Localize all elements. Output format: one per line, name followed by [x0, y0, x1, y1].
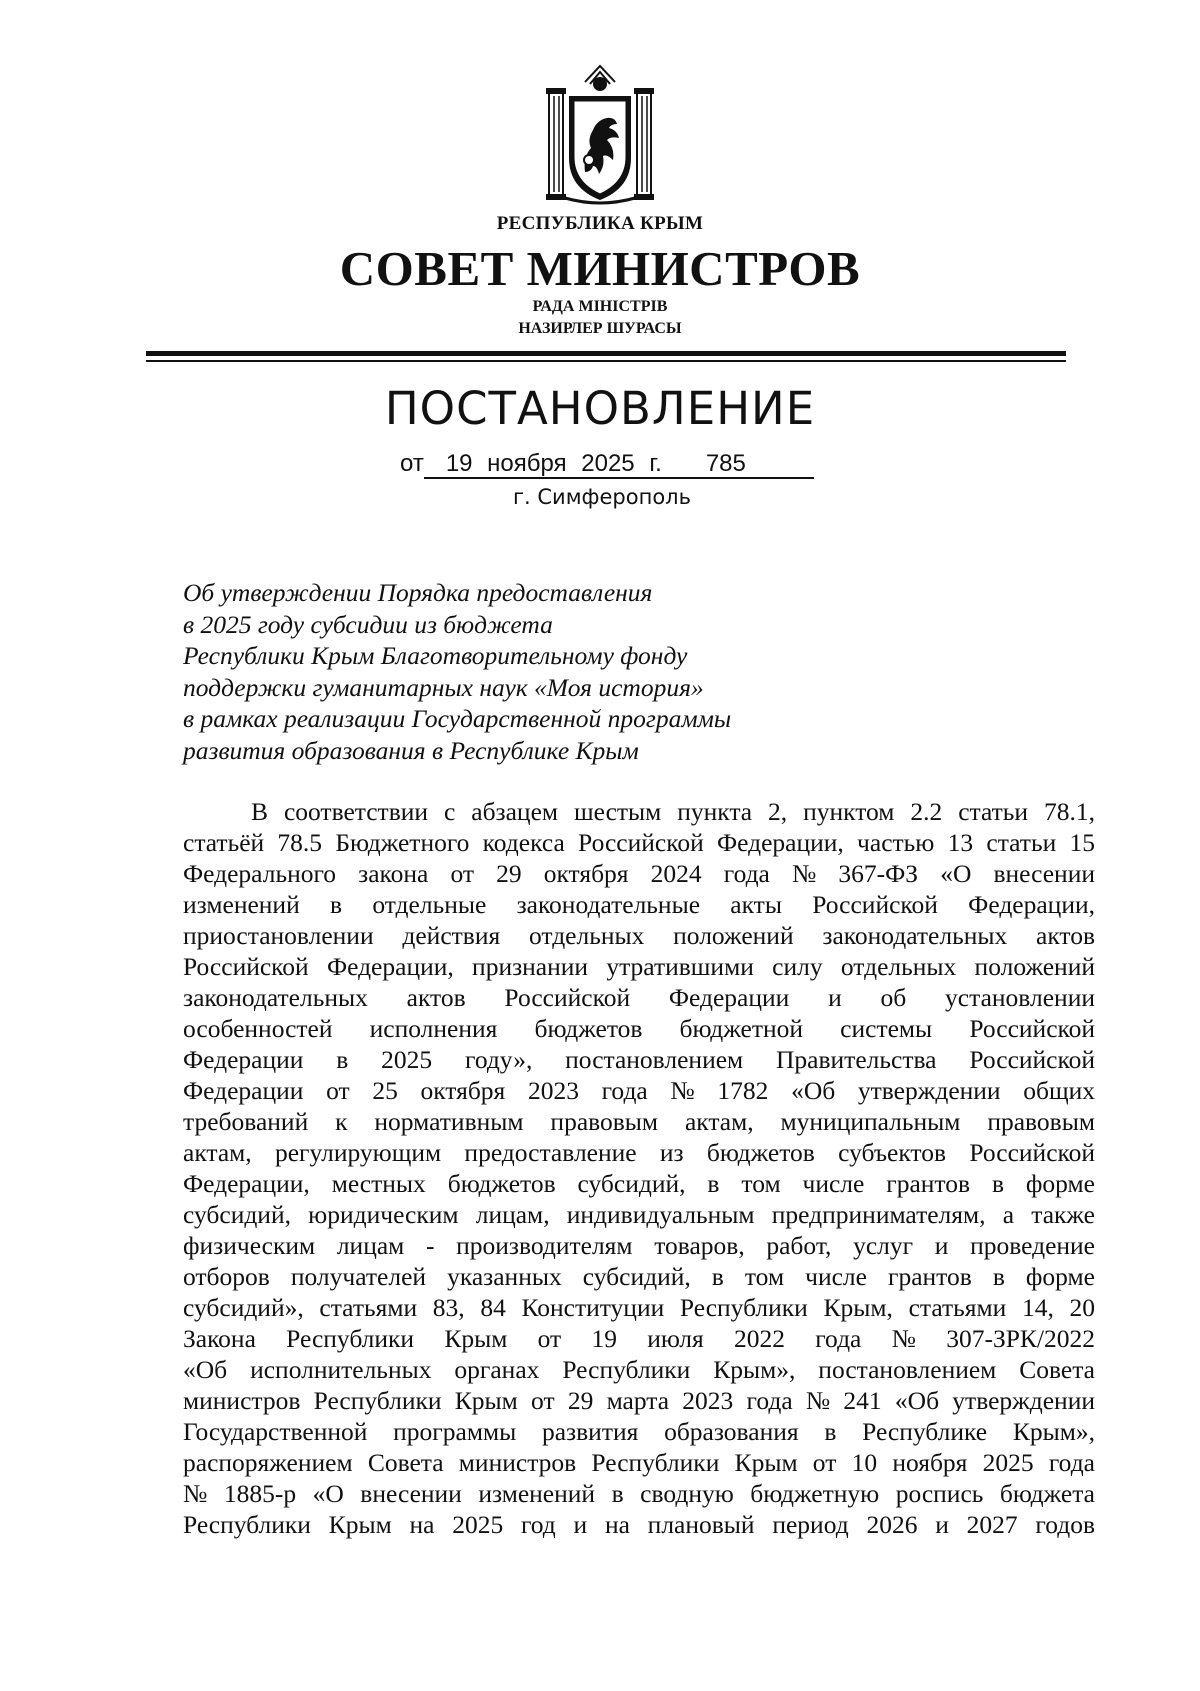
- body-line: субсидий», статьями 83, 84 Конституции Республики Крым, статьями 14, 20: [183, 1293, 1095, 1322]
- council-name-ukrainian: РАДА МІНІСТРІВ: [532, 298, 668, 315]
- body-line: Государственной программы развития образования в Республике Крым»,: [183, 1417, 1095, 1446]
- body-line: Закона Республики Крым от 19 июля 2022 года № 307-ЗРК/2022: [183, 1324, 1095, 1353]
- body-line: Республики Крым на 2025 год и на плановый период 2026 и 2027 годов: [183, 1510, 1095, 1539]
- header-divider-thin: [146, 360, 1066, 362]
- body-line: Федерального закона от 29 октября 2024 года № 367-ФЗ «О внесении: [183, 859, 1095, 888]
- body-line: актам, регулирующим предоставление из бюджетов субъектов Российской: [183, 1138, 1095, 1167]
- decree-number: 785: [705, 450, 746, 477]
- body-line: статьёй 78.5 Бюджетного кодекса Российской Федерации, частью 13 статьи 15: [183, 828, 1095, 857]
- date-prefix: от: [400, 450, 424, 477]
- body-line: субсидий, юридическим лицам, индивидуальным предпринимателям, а также: [183, 1200, 1095, 1229]
- body-line: особенностей исполнения бюджетов бюджетной системы Российской: [183, 1014, 1095, 1043]
- subject-line: Об утверждении Порядка предоставления: [183, 578, 653, 607]
- decree-date: 19 ноября 2025 г.: [445, 450, 662, 477]
- subject-line: развития образования в Республике Крым: [183, 735, 639, 765]
- body-line: требований к нормативным правовым актам, муниципальным правовым: [183, 1107, 1095, 1136]
- body-line: Федерации от 25 октября 2023 года № 1782 «Об утверждении общих: [183, 1076, 1095, 1105]
- body-line: физическим лицам - производителям товаров, работ, услуг и проведение: [183, 1231, 1095, 1260]
- subject-line: в 2025 году субсидии из бюджета: [183, 609, 553, 639]
- body-line: Федерации, местных бюджетов субсидий, в том числе грантов в форме: [183, 1169, 1095, 1198]
- republic-name: РЕСПУБЛИКА КРЫМ: [496, 213, 704, 234]
- decree-city: г. Симферополь: [513, 485, 691, 509]
- body-line: В соответствии с абзацем шестым пункта 2, пунктом 2.2 статьи 78.1,: [251, 797, 1095, 826]
- body-line: отборов получателей указанных субсидий, в том числе грантов в форме: [183, 1262, 1095, 1291]
- body-line: Федерации в 2025 году», постановлением Правительства Российской: [183, 1045, 1095, 1074]
- body-line: министров Республики Крым от 29 марта 2023 года № 241 «Об утверждении: [183, 1386, 1095, 1415]
- subject-line: Республики Крым Благотворительному фонду: [183, 641, 688, 670]
- council-name: СОВЕТ МИНИСТРОВ: [339, 241, 861, 296]
- body-line: Российской Федерации, признании утратившими силу отдельных положений: [183, 952, 1095, 981]
- date-number-field: [424, 451, 814, 479]
- body-line: «Об исполнительных органах Республики Крым», постановлением Совета: [183, 1355, 1095, 1384]
- subject-line: поддержки гуманитарных наук «Моя история»: [183, 672, 704, 702]
- body-line: распоряжением Совета министров Республики Крым от 10 ноября 2025 года: [183, 1448, 1095, 1477]
- header-divider-thick: [146, 351, 1066, 356]
- coat-of-arms-emblem: [545, 62, 655, 207]
- body-line: законодательных актов Российской Федерации и об установлении: [183, 983, 1095, 1012]
- subject-line: в рамках реализации Государственной программы: [183, 704, 732, 733]
- body-line: изменений в отдельные законодательные акты Российской Федерации,: [183, 890, 1095, 919]
- document-type-title: ПОСТАНОВЛЕНИЕ: [384, 382, 816, 435]
- decree-body-text: [183, 796, 1095, 1540]
- body-line: приостановлении действия отдельных положений законодательных актов: [183, 921, 1095, 950]
- body-line: № 1885-р «О внесении изменений в сводную бюджетную роспись бюджета: [183, 1479, 1095, 1508]
- decree-date-line: [400, 450, 814, 479]
- decree-subject: [183, 577, 883, 766]
- council-name-crimean-tatar: НАЗИРЛЕР ШУРАСЫ: [518, 320, 682, 337]
